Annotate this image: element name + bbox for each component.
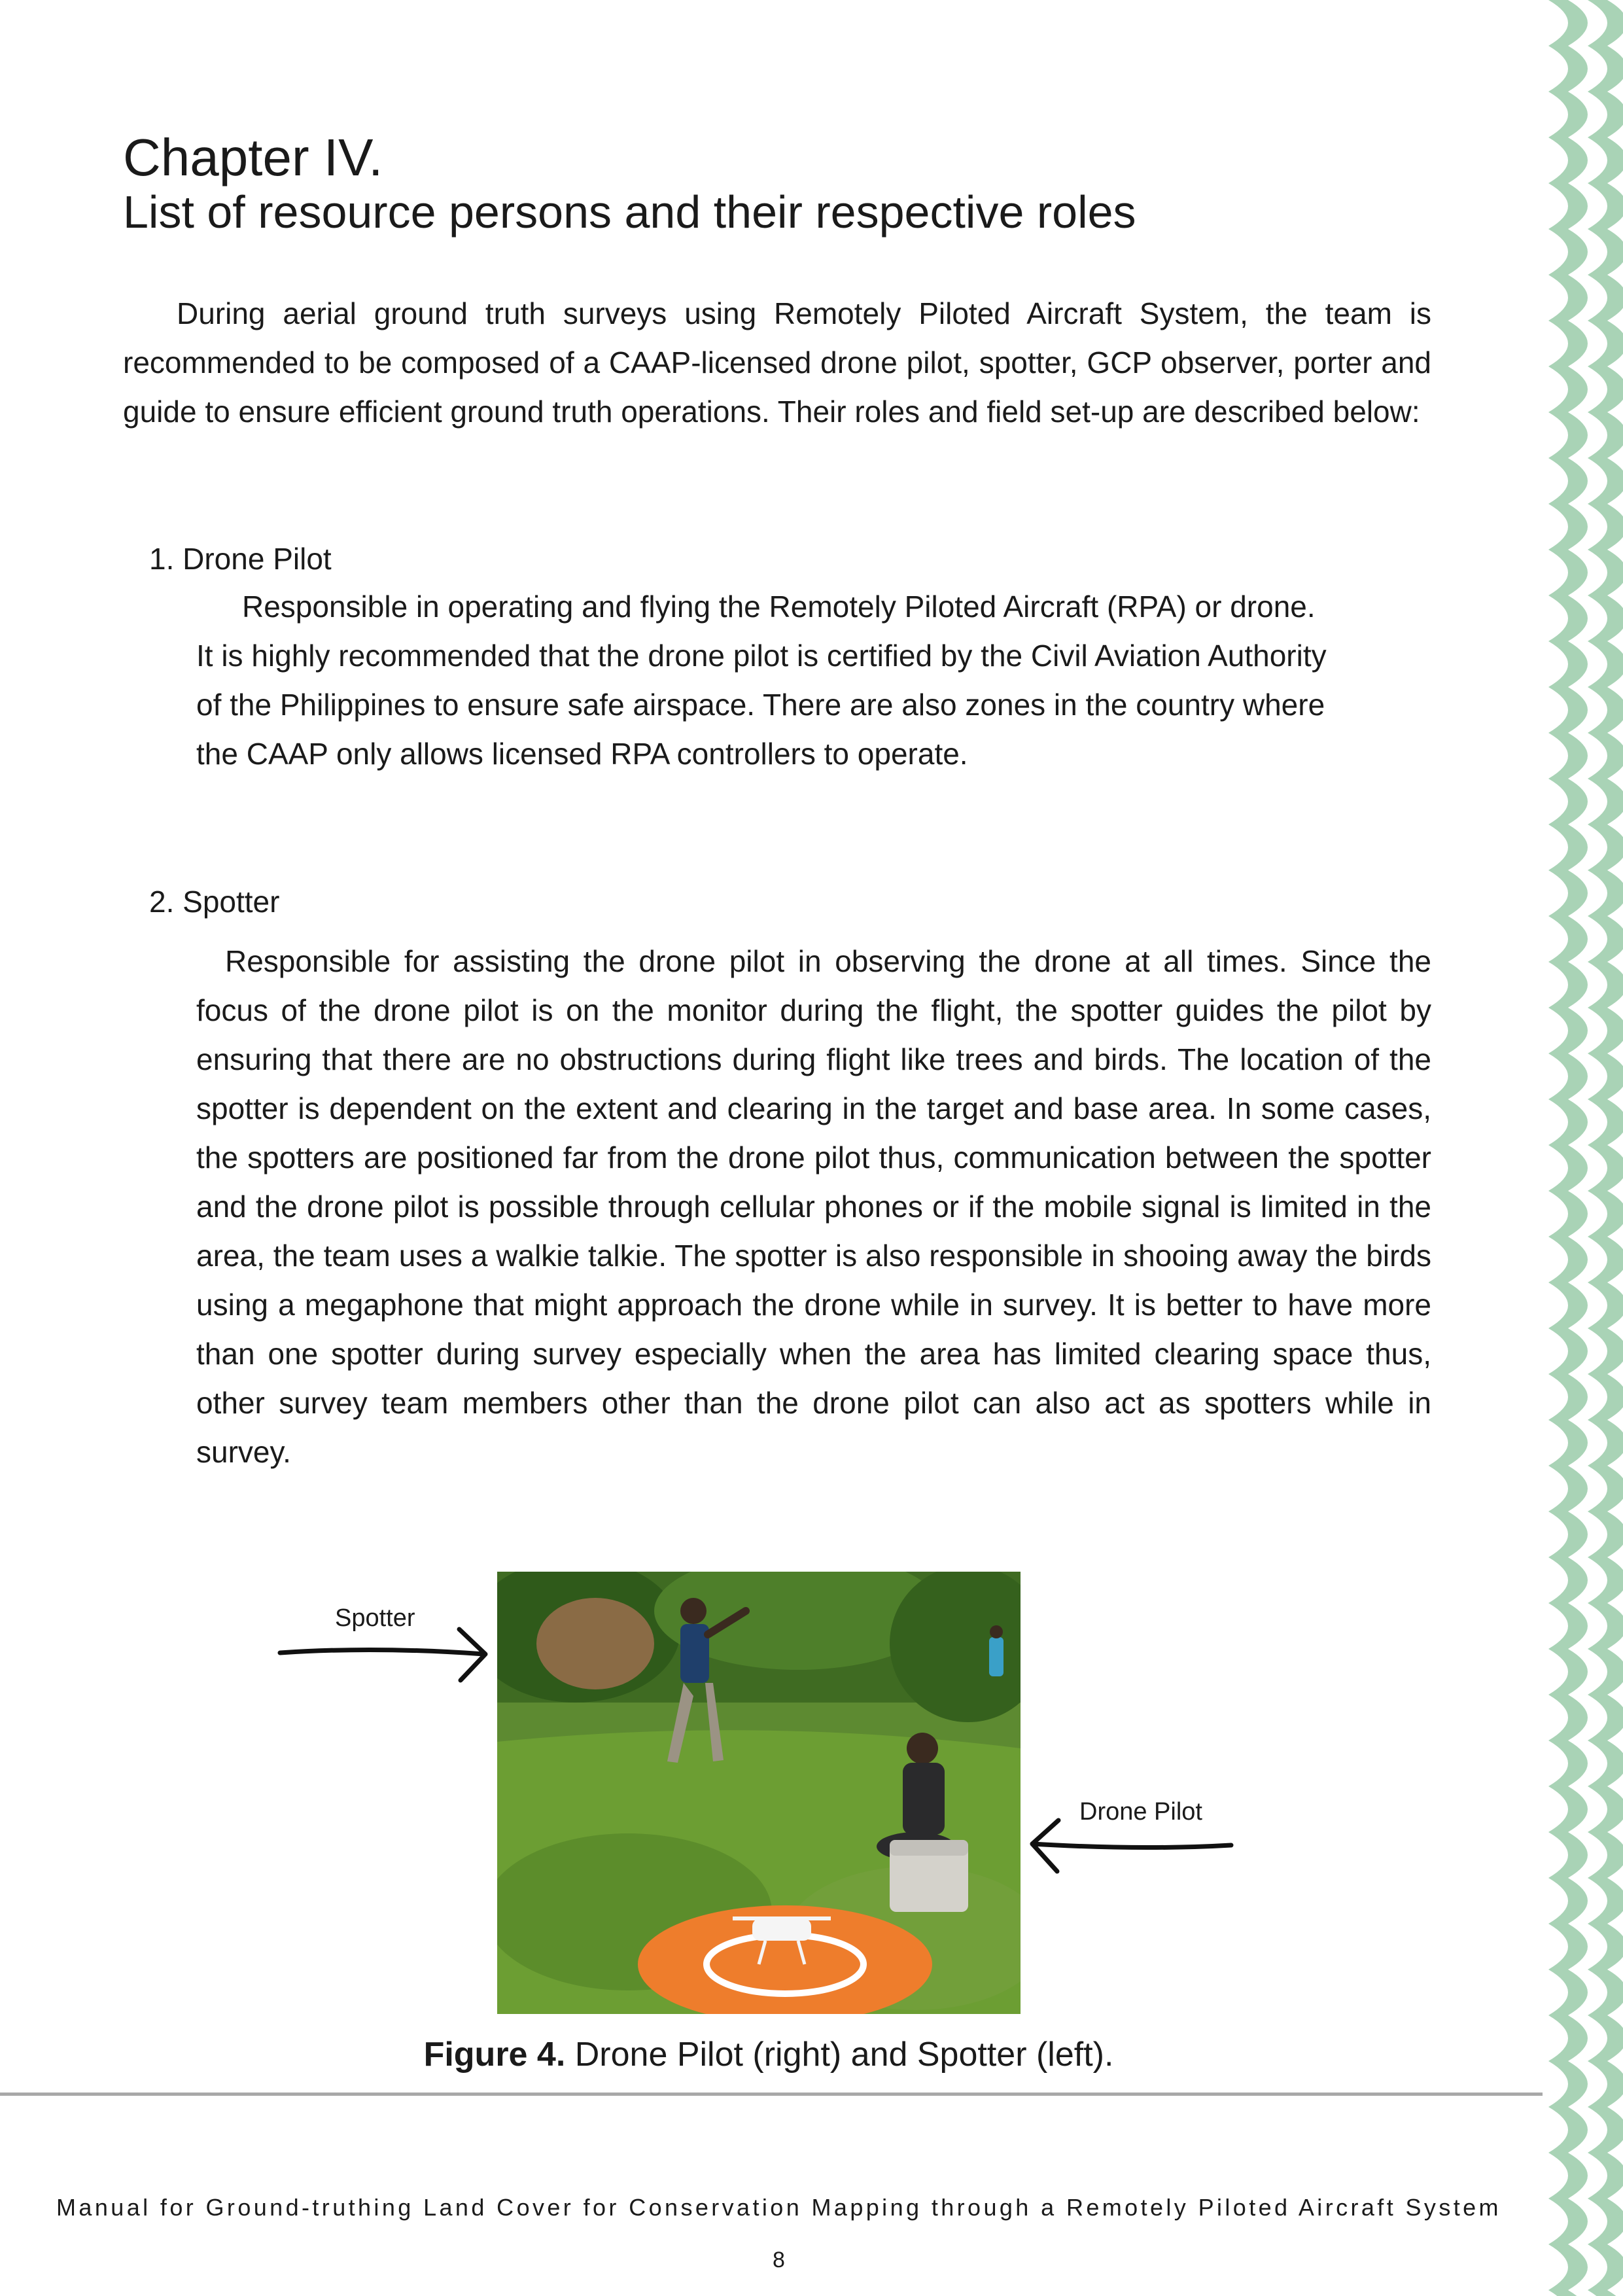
pilot-arrow-icon bbox=[1024, 1812, 1234, 1878]
figure-caption-text: Drone Pilot (right) and Spotter (left). bbox=[565, 2036, 1114, 2074]
footer-divider bbox=[0, 2093, 1543, 2096]
pilot-callout-label: Drone Pilot bbox=[1079, 1798, 1202, 1826]
figure-caption bbox=[0, 2034, 1537, 2075]
field-photo bbox=[497, 1572, 1021, 2014]
spotter-callout-label: Spotter bbox=[335, 1604, 415, 1632]
page-edge-pattern bbox=[1542, 0, 1623, 2296]
spotter-arrow-icon bbox=[277, 1620, 493, 1686]
item-heading-drone-pilot: 1. Drone Pilot bbox=[149, 542, 332, 576]
chapter-title: List of resource persons and their respective roles bbox=[123, 186, 1136, 238]
item-body-spotter: Responsible for assisting the drone pilot in observing the drone at all times. Since the focus of the drone pilot is on the monitor during the flight, the spotter guides the pilot by ensuring that there are no obstructions during flight like trees and birds. The location of the spotter is dependent on the extent and clearing in the target and base area. In some cases, the spotters are positioned far from the drone pilot thus, communication between the spotter and the drone pilot is possible through cellular phones or if the mobile signal is limited in the area, the team uses a walkie talkie. The spotter is also responsible in shooing away the birds using a megaphone that might approach the drone while in survey. It is better to have more than one spotter during survey especially when the area has limited clearing space thus, other survey team members other than the drone pilot can also act as spotters while in survey. bbox=[196, 944, 1431, 1469]
chapter-label: Chapter IV. bbox=[123, 128, 383, 186]
page-number: 8 bbox=[773, 2248, 785, 2272]
item-heading-spotter: 2. Spotter bbox=[149, 885, 280, 919]
figure-caption-label: Figure 4. bbox=[423, 2036, 566, 2074]
footer-manual-title: Manual for Ground-truthing Land Cover for Conservation Mapping through a Remotely Piloted Aircraft System bbox=[56, 2194, 1501, 2221]
item-body-drone-pilot: Responsible in operating and flying the Remotely Piloted Aircraft (RPA) or drone. It is highly recommended that the drone pilot is certified by the Civil Aviation Authority of the Philippines to ensure safe airspace. There are also zones in the country where the CAAP only allows licensed RPA controllers to operate. bbox=[196, 590, 1327, 771]
intro-paragraph: During aerial ground truth surveys using Remotely Piloted Aircraft System, the team is recommended to be composed of a CAAP-licensed drone pilot, spotter, GCP observer, porter and guide to ensure efficient ground truth operations. Their roles and field set-up are described below: bbox=[123, 296, 1431, 429]
